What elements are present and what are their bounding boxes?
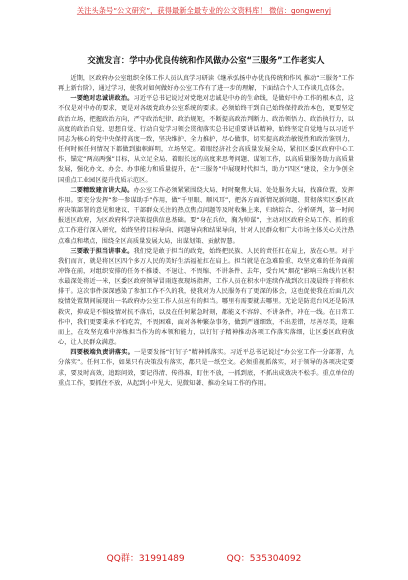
document-title: 交流发言：学中办优良传统和作风做办公室“三服务”工作老实人 — [87, 55, 325, 65]
paragraph-heading: 二要精致建言讲大局。 — [70, 186, 134, 194]
paragraph-loyalty — [58, 94, 354, 185]
qq-contact: QQ：535304092 — [226, 553, 302, 564]
paragraph-heading: 一要绝对忠诚讲政治。 — [70, 95, 134, 103]
promo-banner — [0, 0, 408, 22]
paragraph-heading: 四要极端负责讲落实。 — [70, 349, 135, 357]
paragraph-text: 我们党是敢于担当的政党，始终把民族、人民的责任扛在肩上，放在心里。对于我们而言，就是将区区四个多万人民的美好生活福祉扛在肩上。担当就是在急难险重、攻坚克难的任务面前冲锋在前，对组织安排的任务不推诿、不退让、不畏缩、不讲条件、去年，受台风“烟花”影响三角线片区积水最深处将近一米，区委区政府领导冒雨连夜现场指挥，工作人员在积水中连续作战到次日凌晨终于将积水排干。这次事件深深感染了参加工作不久的我，使我对为人民服务有了更深的体会，这也促使我在后面几次疫情处置期间展现出一名政府办公室工作人员应有的担当。哪里有需要就去哪里。无论是防范台风还是防汛救灾，抑或是不惧疫情对抗不落后，以及在任何紧急时刻，都能义不容辞、不讲条件，冲在一线。在日常工作中，我们更要秉承不怕吃苦，不畏困难，面对各种繁杂事务，做到严谨细致，不出差错，尽善尽美，迎难而上，在攻坚克难中淬炼担当作为的本领和能力，以钉钉子精神推动各项工作落实落细，让区委区政府放心，让人民群众满意。 — [58, 247, 355, 347]
paragraph-text: 办公室工作必须紧紧围绕大局、时时聚焦大局、处处服务大局，找准位置，发挥作用。要充分发挥“参一参谋助手”作用，做“千里眼、顺风耳”，把各方面新情况新问题、贯彻落实区委区政府决策部署的意见和建议、干部群众关注的热点焦点问题等及时收集上来，归纳综合、分析研判，第一时间报送区政府，为区政府科学决策提供信息基础。要“身在兵位，胸为帅谋”，主动对区政府全局工作、抓的重点工作进行深入研究，始终坚持目标导向、问题导向和结果导向，针对人民群众和广大市场主体关心关注热点难点和堵点，围绕全区高质量发展大局，出谋划策、贡献智慧。 — [58, 186, 355, 245]
paragraph-implementation — [58, 348, 354, 389]
paragraph-responsibility — [58, 247, 354, 349]
paragraph-intro — [58, 74, 354, 94]
qq-group-contact: QQ群：31991489 — [106, 553, 185, 564]
promo-link[interactable]: 关注头条号“公文研究”，获得最新全最专业的公文资料库！ 微信：gongwenyj — [76, 6, 332, 15]
paragraph-heading: 三要敢于担当讲事业。 — [70, 247, 134, 255]
paragraph-text: 近期，区政府办公室组织全体工作人员认真学习研读《继承弘扬中办优良传统和作风 推动“三服务”工作再上新台阶》，通过学习，使我对如何做好办公室工作有了进一步的理解，下面结合个人工作谈几点体会。 — [58, 75, 354, 93]
paragraph-advice — [58, 186, 354, 247]
footer-contact — [0, 548, 408, 566]
paragraph-text: 一是要发扬“钉钉子”精神抓落实。习近平总书记说过“办公室工作一分部署，九分落实”。任何工作，如果只有决策没有落实，都只是一纸空文。必须重视抓落实，对于领导的各项决定要求，要及时高效，追踪问效，要记得清、传得准，盯住不放，一抓到底，不抓出成效决不松手。重点单位的重点工作，要抓住不放，从起到小中见大、见微知著、推动全局工作的作用。 — [58, 349, 354, 387]
document-page — [58, 30, 354, 389]
paragraph-text: 习近平总书记说过对党绝对忠诚是中办的生命线，是做好中办工作的根本点，这不仅是对中办的要求，更是对各级党政办公室系统的要求。必须始终干到自己始终保持政治本色，更要坚定政治立场，把握政治方向，严守政治纪律、政治规矩，不断提高政治判断力、政治领悟力、政治执行力，以高度的政治自觉、思想自觉、行动自觉学习领会贯彻落实总书记重要讲话精神，始终坚定自觉地与以习近平同志为核心的党中央保持高度一致，坚决维护、全力推护，尽心做事，切实提高政治敏锐性和政治鉴别力，任何时候任何情况下都做到旗帜鲜明，立场坚定。着眼经济社会高质量发展全局，紧扣区委区政府中心工作，锚定“两高两强”目标，从立足全局、着眼长远的高度来思考问题、谋划工作，以高质量服务助力高质量发展，强化办文、办会、办事能力和质量提升，在“三服务”中展现时代担当，助力“四区”建设，全力争创全国重点工业园区提升优质示范区。 — [58, 95, 355, 184]
